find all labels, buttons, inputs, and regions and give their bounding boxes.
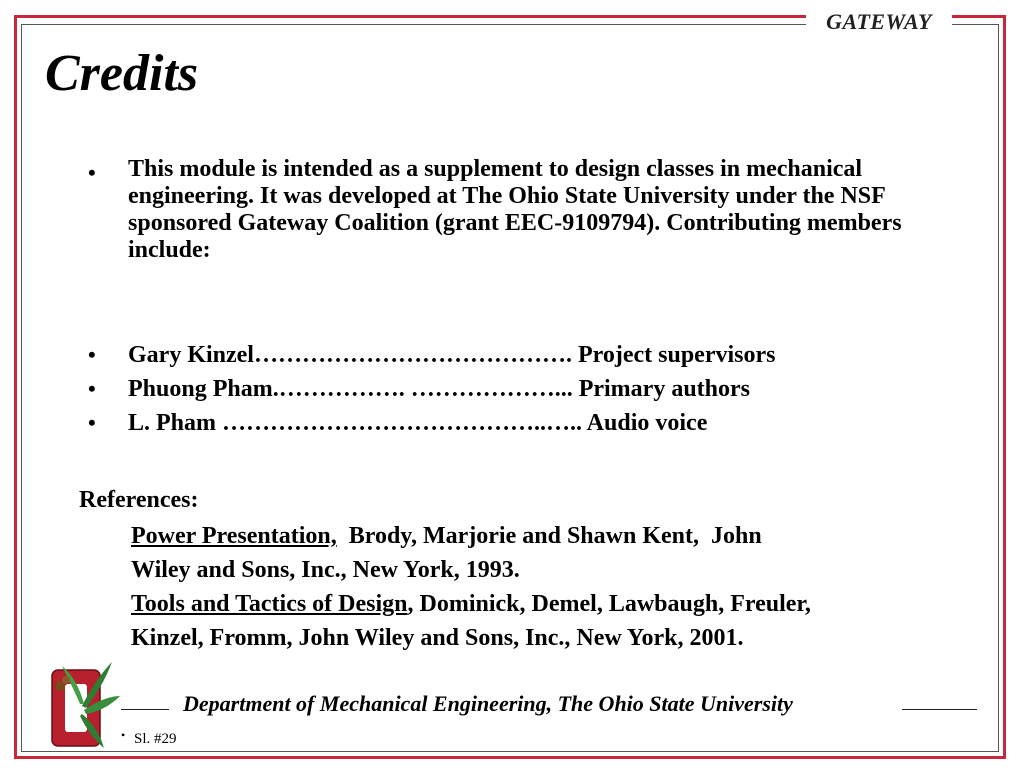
footer-department: Department of Mechanical Engineering, The Ohio State University [183,691,793,716]
reference-detail: , Dominick, Demel, Lawbaugh, Freuler, [407,591,811,617]
footer-rule-left [121,709,169,710]
bullet-dot-icon: • [88,342,96,367]
reference-title: Tools and Tactics of Design [131,591,408,617]
brand-label: GATEWAY [826,9,932,34]
reference-detail: Kinzel, Fromm, John Wiley and Sons, Inc., New York, 2001. [131,625,744,651]
slide-title: Credits [45,45,199,102]
references-label: References: [79,487,199,513]
intro-paragraph: This module is intended as a supplement to design classes in mechanical engineering. It was developed at The Ohio State University under the NSF sponsored Gateway Coalition (grant EEC-9109794). Contributing members include: [128,156,902,263]
reference-title: Power Presentation, [131,523,337,549]
bullet-dot-icon: • [88,376,96,401]
ohio-state-logo-icon [46,656,122,752]
bullet-dot-icon: • [88,410,96,435]
contributor-text: L. Pham …………………………………..….. Audio voice [128,410,708,436]
contributor-text: Phuong Pham.……………. ………………... Primary authors [128,376,751,402]
reference-item [131,519,961,587]
reference-item [131,587,961,655]
footer-rule-right [902,709,977,710]
reference-detail: Wiley and Sons, Inc., New York, 1993. [131,557,520,583]
contributor-text: Gary Kinzel…………………………………. Project supervisors [128,342,776,368]
footer-dot-icon: • [121,728,126,742]
reference-detail: Brody, Marjorie and Shawn Kent, John [336,523,762,549]
slide-number: Sl. #29 [134,731,177,747]
bullet-dot-icon: • [88,160,96,185]
